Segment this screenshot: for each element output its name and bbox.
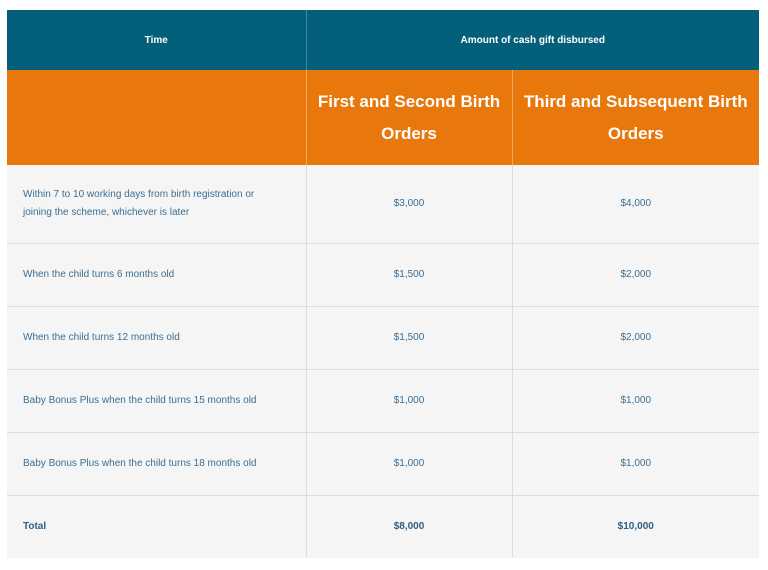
total-label-cell: Total bbox=[7, 496, 306, 559]
time-cell: Baby Bonus Plus when the child turns 18 months old bbox=[7, 433, 306, 496]
time-cell: Baby Bonus Plus when the child turns 15 months old bbox=[7, 370, 306, 433]
first-second-amount-cell: $1,500 bbox=[306, 244, 512, 307]
third-subsequent-amount-cell: $1,000 bbox=[512, 433, 759, 496]
total-first-second-cell: $8,000 bbox=[306, 496, 512, 559]
header-first-second-birth-orders: First and Second Birth Orders bbox=[306, 70, 512, 165]
table-body bbox=[7, 165, 759, 558]
time-cell: Within 7 to 10 working days from birth registration or joining the scheme, whichever is later bbox=[7, 165, 306, 244]
table-row bbox=[7, 433, 759, 496]
third-subsequent-amount-cell: $2,000 bbox=[512, 244, 759, 307]
header-empty-cell bbox=[7, 70, 306, 165]
time-cell: When the child turns 12 months old bbox=[7, 307, 306, 370]
table-row bbox=[7, 370, 759, 433]
third-subsequent-amount-cell: $4,000 bbox=[512, 165, 759, 244]
first-second-amount-cell: $3,000 bbox=[306, 165, 512, 244]
table-row bbox=[7, 165, 759, 244]
header-row-top bbox=[7, 10, 759, 70]
table-row bbox=[7, 244, 759, 307]
first-second-amount-cell: $1,500 bbox=[306, 307, 512, 370]
header-time: Time bbox=[7, 10, 306, 70]
header-amount-disbursed: Amount of cash gift disbursed bbox=[306, 10, 759, 70]
table-row bbox=[7, 307, 759, 370]
header-row-birth-orders bbox=[7, 70, 759, 165]
third-subsequent-amount-cell: $2,000 bbox=[512, 307, 759, 370]
header-third-subsequent-birth-orders: Third and Subsequent Birth Orders bbox=[512, 70, 759, 165]
cash-gift-table-container bbox=[7, 10, 759, 558]
cash-gift-table bbox=[7, 10, 759, 558]
third-subsequent-amount-cell: $1,000 bbox=[512, 370, 759, 433]
total-third-subsequent-cell: $10,000 bbox=[512, 496, 759, 559]
total-row bbox=[7, 496, 759, 559]
table-header bbox=[7, 10, 759, 165]
first-second-amount-cell: $1,000 bbox=[306, 370, 512, 433]
time-cell: When the child turns 6 months old bbox=[7, 244, 306, 307]
first-second-amount-cell: $1,000 bbox=[306, 433, 512, 496]
